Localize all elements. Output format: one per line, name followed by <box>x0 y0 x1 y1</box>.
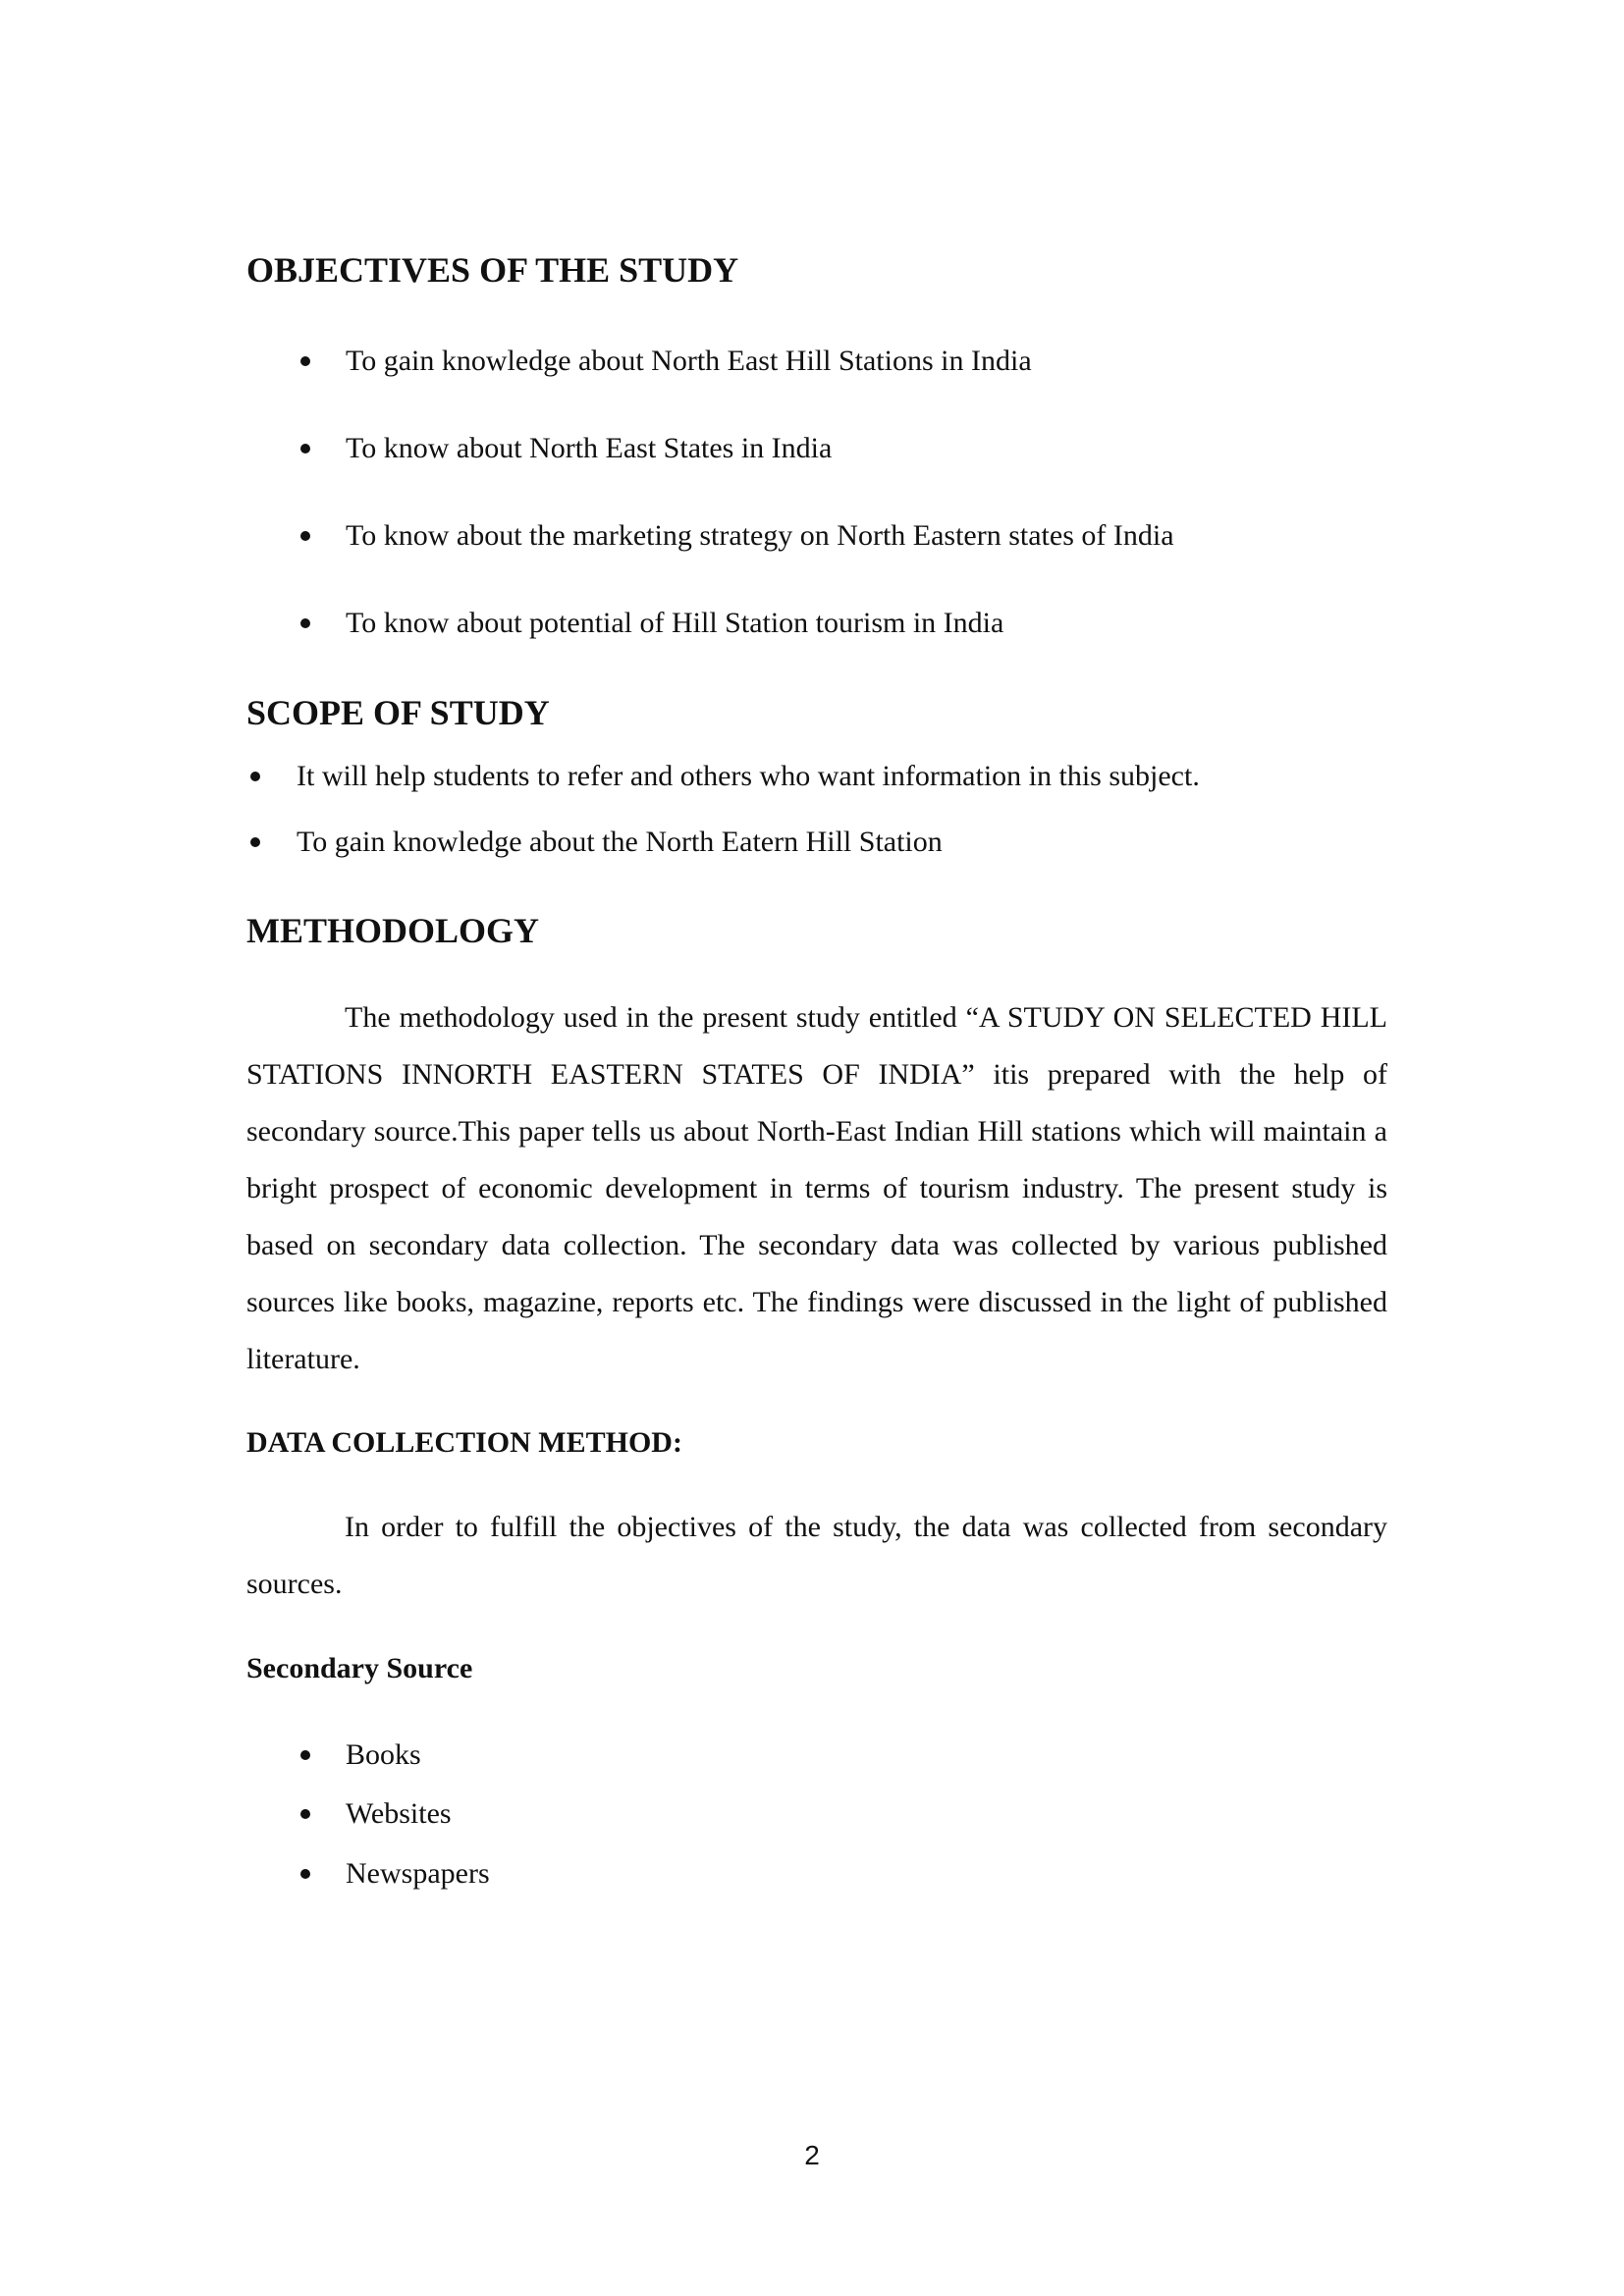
bullet-icon <box>250 837 260 847</box>
secondary-source-heading: Secondary Source <box>246 1652 473 1684</box>
objective-item-text: To know about potential of Hill Station tourism in India <box>346 607 1004 639</box>
objective-item <box>346 606 1003 641</box>
methodology-paragraph-text: The methodology used in the present study entitled “A STUDY ON SELECTED HILL STATIONS INNORTH EASTERN STATES OF INDIA” itis prepared with the help of secondary source.This paper tells us about North-East Indian Hill stations which will maintain a bright prospect of economic development in terms of tourism industry. The present study is based on secondary data collection. The secondary data was collected by various published sources like books, magazine, reports etc. The findings were discussed in the light of published literature. <box>246 1001 1387 1375</box>
objective-item <box>346 431 832 466</box>
secondary-source-item <box>346 1796 452 1832</box>
scope-item <box>297 759 1200 794</box>
bullet-icon <box>300 356 310 366</box>
bullet-icon <box>300 444 310 454</box>
data-collection-heading: DATA COLLECTION METHOD: <box>246 1426 682 1459</box>
bullet-icon <box>300 1809 310 1819</box>
bullet-icon <box>250 772 260 781</box>
secondary-source-item-text: Books <box>346 1738 421 1771</box>
bullet-icon <box>300 618 310 628</box>
scope-item-text: It will help students to refer and others who want information in this subject. <box>297 760 1200 792</box>
data-collection-paragraph-text: In order to fulfill the objectives of the study, the data was collected from secondary sources. <box>246 1511 1387 1600</box>
objective-item <box>346 344 1032 379</box>
bullet-icon <box>300 1750 310 1760</box>
objective-item <box>346 518 1174 554</box>
scope-heading: SCOPE OF STUDY <box>246 693 550 732</box>
objective-item-text: To know about the marketing strategy on North Eastern states of India <box>346 519 1174 552</box>
secondary-source-item-text: Websites <box>346 1797 452 1830</box>
bullet-icon <box>300 1869 310 1879</box>
secondary-source-item <box>346 1856 490 1892</box>
scope-item-text: To gain knowledge about the North Eatern Hill Station <box>297 826 943 858</box>
objectives-heading: OBJECTIVES OF THE STUDY <box>246 250 739 290</box>
data-collection-paragraph <box>246 1499 1387 1613</box>
scope-item <box>297 825 943 860</box>
secondary-source-item <box>346 1737 421 1773</box>
page-number: 2 <box>804 2140 820 2170</box>
objective-item-text: To gain knowledge about North East Hill Stations in India <box>346 345 1032 377</box>
methodology-heading: METHODOLOGY <box>246 911 540 950</box>
secondary-source-item-text: Newspapers <box>346 1857 490 1890</box>
objective-item-text: To know about North East States in India <box>346 432 833 464</box>
bullet-icon <box>300 531 310 541</box>
methodology-paragraph <box>246 989 1387 1388</box>
